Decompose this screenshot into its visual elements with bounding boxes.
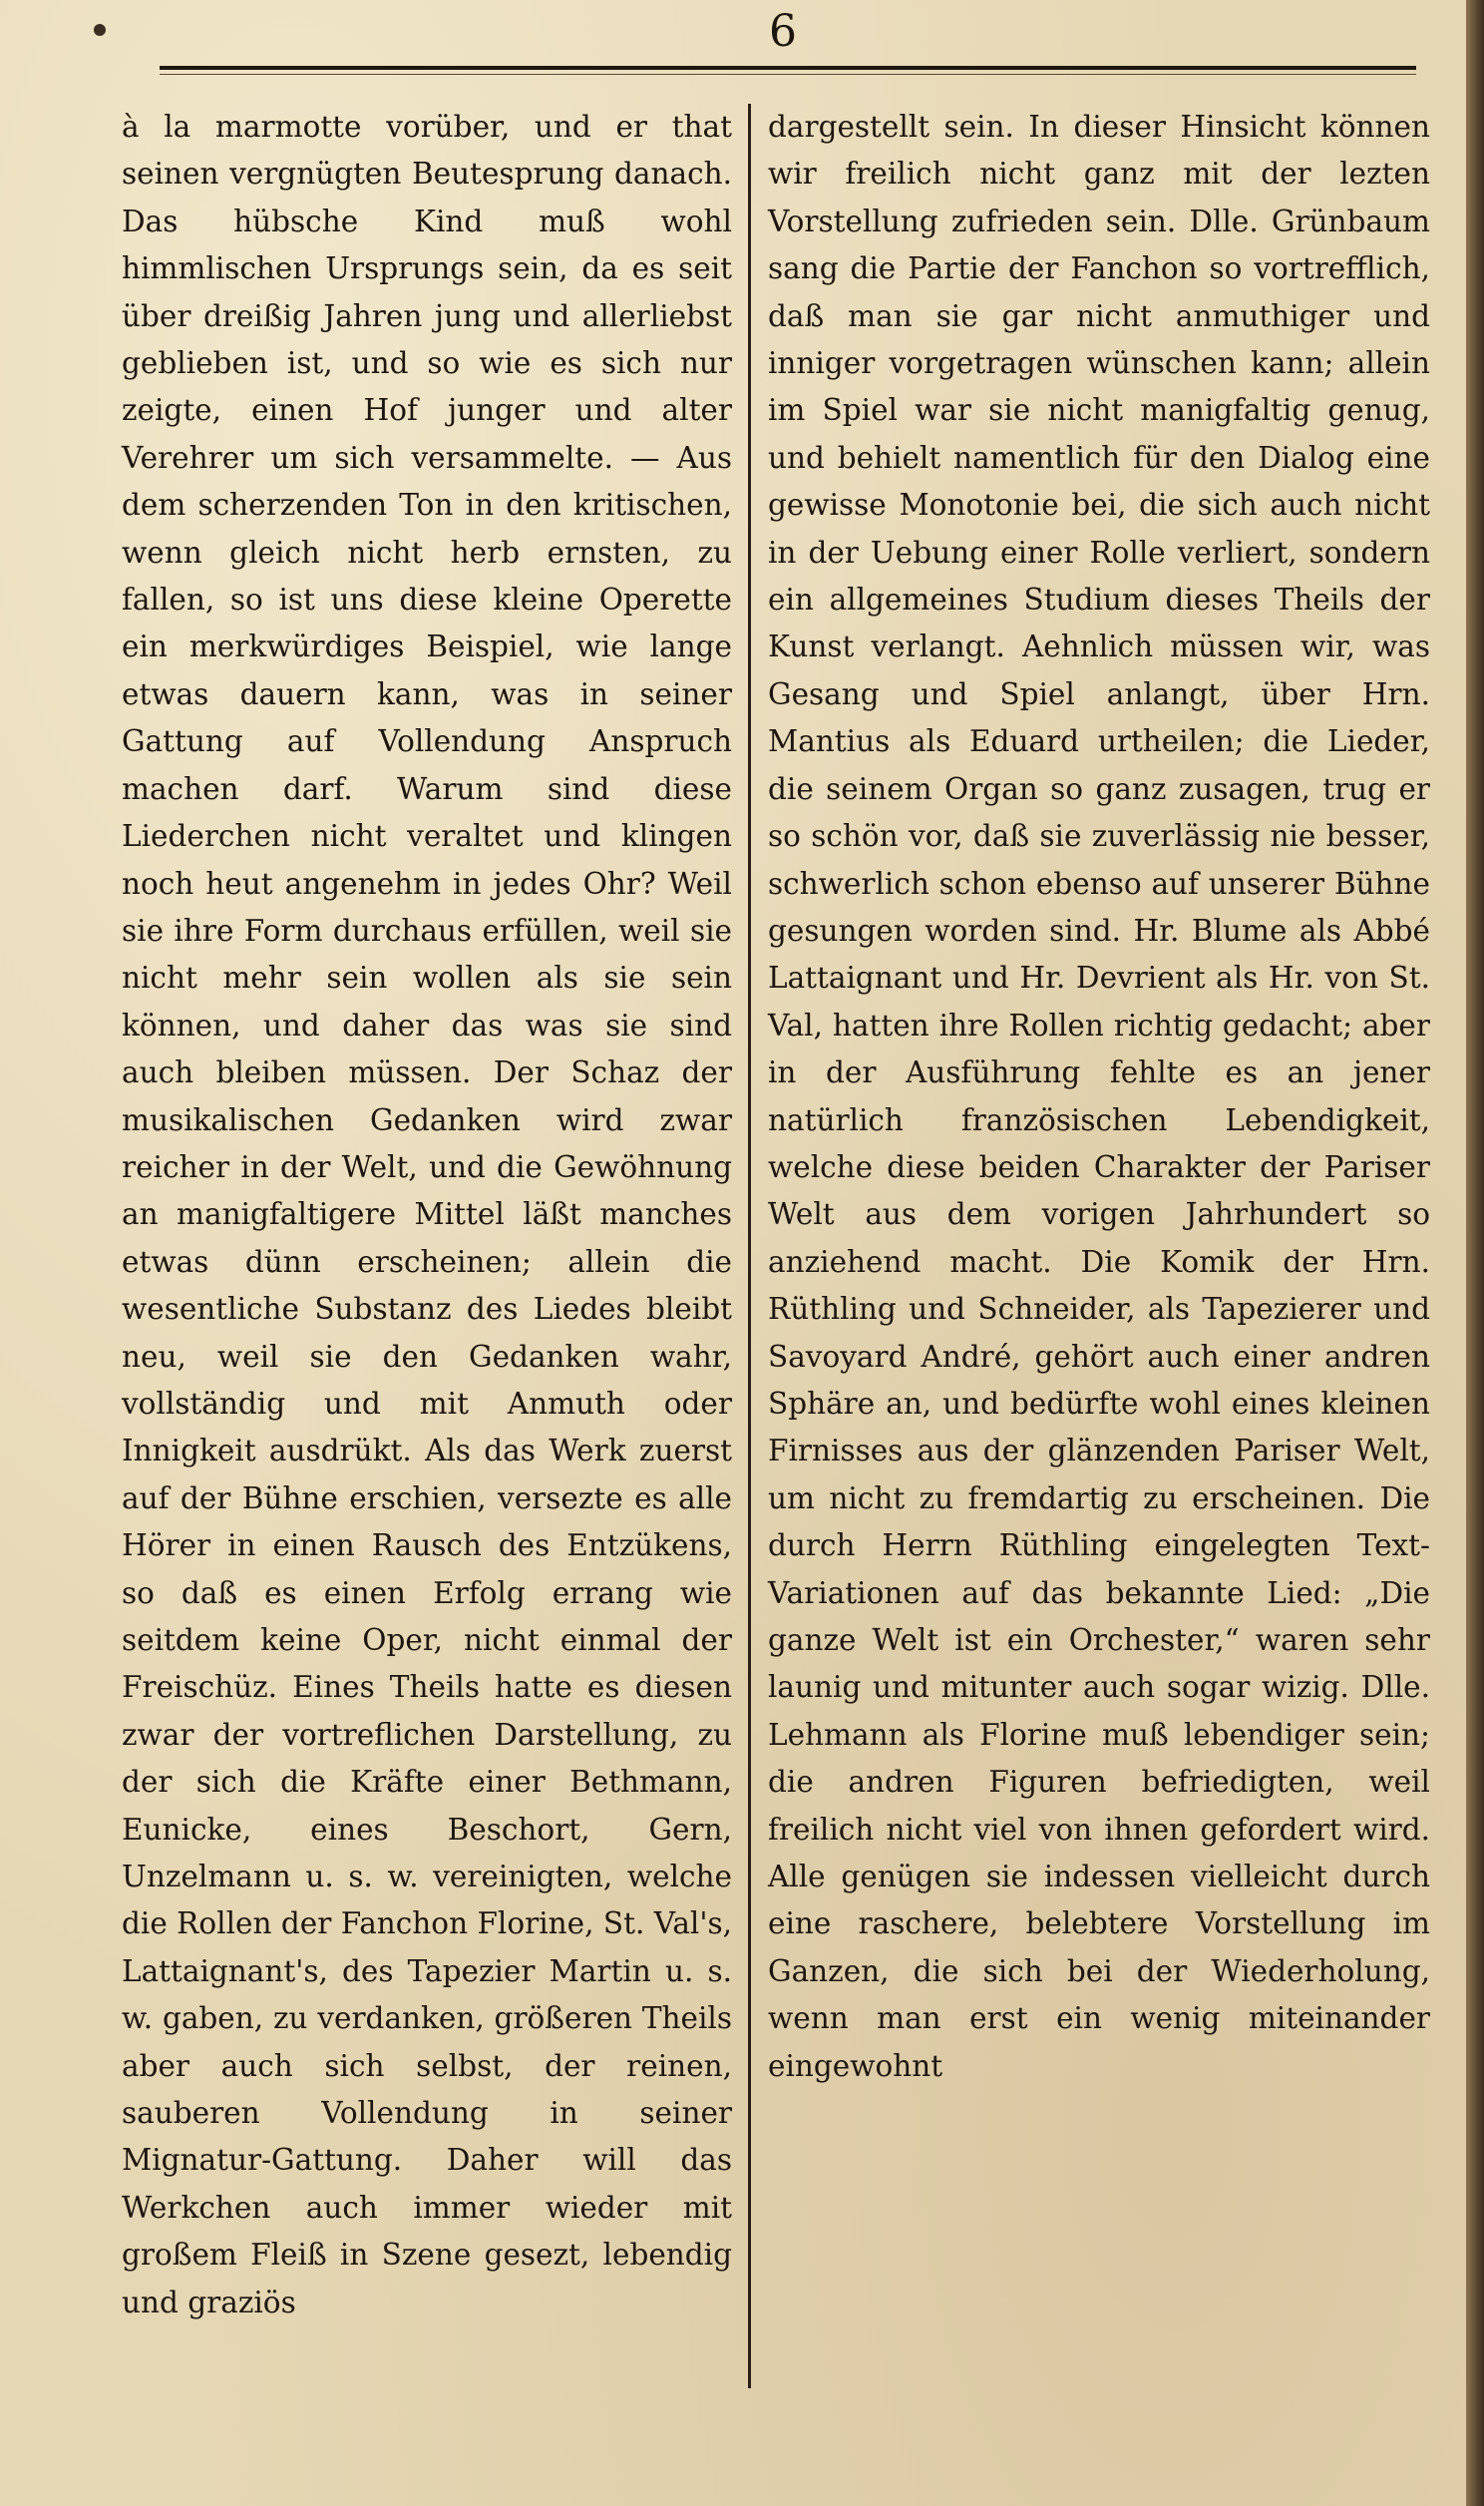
right-column-text: dargestellt sein. In dieser Hinsicht können wir freilich nicht ganz mit der lezten Vorstellung zufrieden sein. Dlle. Grünbaum sang die Partie der Fanchon so vortrefflich, daß man sie gar nicht anmuthiger und inniger vorgetragen wünschen kann; allein im Spiel war sie nicht manigfaltig genug, und behielt namentlich für den Dialog eine gewisse Monotonie bei, die sich auch nicht in der Uebung einer Rolle verliert, sondern ein allgemeines Studium dieses Theils der Kunst verlangt. Aehnlich müssen wir, was Gesang und Spiel anlangt, über Hrn. Mantius als Eduard urtheilen; die Lieder, die seinem Organ so ganz zusagen, trug er so schön vor, daß sie zuverlässig nie besser, schwerlich schon ebenso auf unserer Bühne gesungen worden sind. Hr. Blume als Abbé Lattaignant und Hr. Devrient als Hr. von St. Val, hatten ihre Rollen richtig gedacht; aber in der Ausführung fehlte es an jener natürlich französischen Lebendigkeit, welche diese beiden Charakter der Pariser Welt aus dem vorigen Jahrhundert so anziehend macht. Die Komik der Hrn. Rüthling und Schneider, als Tapezierer und Savoyard André, gehört auch einer andren Sphäre an, und bedürfte wohl eines kleinen Firnisses aus der glänzenden Pariser Welt, um nicht zu fremdartig zu erscheinen. Die durch Herrn Rüthling eingelegten Text-Variationen auf das bekannte Lied: „Die ganze Welt ist ein Orchester,“ waren sehr launig und mitunter auch sogar wizig. Dlle. Lehmann als Florine muß lebendiger sein; die andren Figuren befriedigten, weil freilich nicht viel von ihnen gefordert wird. Alle genügen sie indessen vielleicht durch eine raschere, belebtere Vorstellung im Ganzen, die sich bei der Wiederholung, wenn man erst ein wenig miteinander eingewohnt (768, 110, 1430, 2083)
left-column-text: à la marmotte vorüber, und er that seinen vergnügten Beutesprung danach. Das hübsche Kind muß wohl himmlischen Ursprungs sein, da es seit über dreißig Jahren jung und allerliebst geblieben ist, und so wie es sich nur zeigte, einen Hof junger und alter Verehrer um sich versammelte. — Aus dem scherzenden Ton in den kritischen, wenn gleich nicht herb ernsten, zu fallen, so ist uns diese kleine Operette ein merkwürdiges Beispiel, wie lange etwas dauern kann, was in seiner Gattung auf Vollendung Anspruch machen darf. Warum sind diese Liederchen nicht veraltet und klingen noch heut angenehm in jedes Ohr? Weil sie ihre Form durchaus erfüllen, weil sie nicht mehr sein wollen als sie sein können, und daher das was sie sind auch bleiben müssen. Der Schaz der musikalischen Gedanken wird zwar reicher in der Welt, und die Gewöhnung an manigfaltigere Mittel läßt manches etwas dünn erscheinen; allein die wesentliche Substanz des Liedes bleibt neu, weil sie den Gedanken wahr, vollständig und mit Anmuth oder Innigkeit ausdrükt. Als das Werk zuerst auf der Bühne erschien, versezte es alle Hörer in einen Rausch des Entzükens, so daß es einen Erfolg errang wie seitdem keine Oper, nicht einmal der Freischüz. Eines Theils hatte es diesen zwar der vortreflichen Darstellung, zu der sich die Kräfte einer Bethmann, Eunicke, eines Beschort, Gern, Unzelmann u. s. w. vereinigten, welche die Rollen der Fanchon Florine, St. Val's, Lattaignant's, des Tapezier Martin u. s. w. gaben, zu verdanken, größeren Theils aber auch sich selbst, der reinen, sauberen Vollendung in seiner Mignatur-Gattung. Daher will das Werkchen auch immer wieder mit großem Fleiß in Szene gesezt, lebendig und graziös (122, 110, 732, 2319)
text-column-right (768, 104, 1430, 2388)
header-rule-thin (160, 74, 1416, 75)
header-rule (160, 66, 1416, 70)
column-divider (748, 104, 751, 2388)
text-column-left (122, 104, 732, 2388)
page-edge (1466, 0, 1484, 2506)
ink-spot (94, 24, 106, 36)
page-number: 6 (769, 6, 797, 57)
